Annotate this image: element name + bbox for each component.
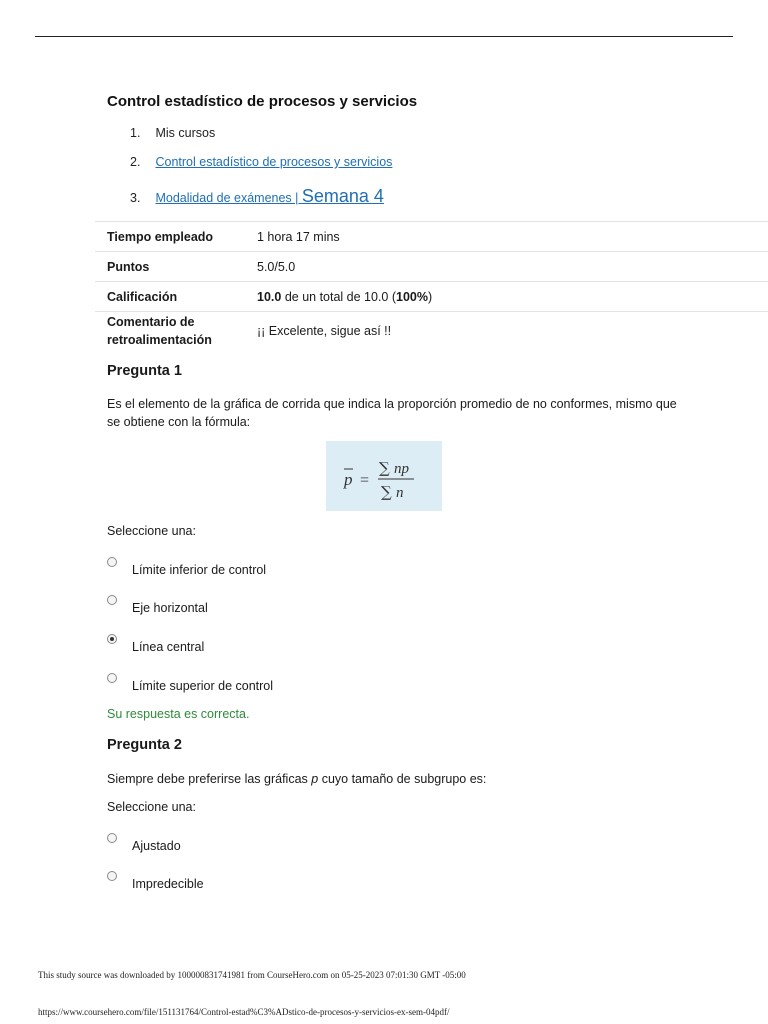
breadcrumb-exams-label: Modalidad de exámenes | (155, 191, 299, 205)
formula-sum-denominator: ∑ (381, 483, 392, 501)
grade-mid-text: de un total de 10.0 ( (281, 289, 397, 304)
summary-label (95, 312, 245, 351)
breadcrumb-item-exams (130, 186, 384, 207)
summary-label: Calificación (95, 282, 245, 312)
formula-equals: = (360, 472, 370, 489)
radio-button[interactable] (107, 833, 117, 843)
option-label: Ajustado (132, 839, 181, 853)
question-2-text-after: cuyo tamaño de subgrupo es: (318, 772, 487, 786)
question-2-text-before: Siempre debe preferirse las gráficas (107, 772, 312, 786)
breadcrumb-item-course (130, 155, 392, 169)
option-label: Límite superior de control (132, 679, 274, 693)
question-2-text (107, 770, 677, 788)
course-title: Control estadístico de procesos y servicios (107, 93, 418, 110)
breadcrumb-number: 3. (130, 191, 141, 205)
option-label: Línea central (132, 640, 205, 654)
option-label: Límite inferior de control (132, 563, 267, 577)
summary-row-points (95, 252, 768, 282)
footer-source-note: This study source was downloaded by 100000831741981 from CourseHero.com on 05-25-2023 07:01:30 GMT -05:00 (38, 970, 466, 980)
grade-percent: 100% (396, 289, 428, 304)
question-2-select-label: Seleccione una: (107, 800, 196, 814)
summary-value (245, 282, 768, 312)
top-divider (35, 36, 733, 37)
question-1-select-label: Seleccione una: (107, 524, 196, 538)
breadcrumb-number: 1. (130, 126, 141, 140)
breadcrumb-number: 2. (130, 155, 141, 169)
question-1-title: Pregunta 1 (107, 363, 182, 379)
summary-row-grade (95, 282, 768, 312)
radio-button-selected[interactable] (107, 634, 117, 644)
formula-sum-numerator: ∑ (379, 459, 390, 477)
summary-value: 1 hora 17 mins (245, 222, 768, 252)
attempt-summary-table (95, 221, 768, 350)
radio-button[interactable] (107, 673, 117, 683)
formula-svg (326, 441, 442, 511)
radio-button[interactable] (107, 871, 117, 881)
breadcrumb-link-course[interactable]: Control estadístico de procesos y servicios (155, 155, 393, 169)
formula-numerator: np (394, 461, 409, 477)
breadcrumb-link-exams[interactable] (155, 186, 384, 206)
question-2-text-italic: p (311, 772, 319, 786)
radio-button[interactable] (107, 557, 117, 567)
formula-denominator: n (396, 485, 404, 501)
grade-end-text: ) (428, 289, 433, 304)
summary-row-time (95, 222, 768, 252)
breadcrumb-item-my-courses (130, 126, 215, 140)
radio-button[interactable] (107, 595, 117, 605)
feedback-label-line1: Comentario de (107, 315, 195, 329)
option-label: Eje horizontal (132, 601, 208, 615)
feedback-label-line2: retroalimentación (107, 333, 212, 347)
summary-value: 5.0/5.0 (245, 252, 768, 282)
breadcrumb-week-label: Semana 4 (301, 186, 384, 206)
question-2-title: Pregunta 2 (107, 737, 182, 753)
grade-score: 10.0 (257, 289, 282, 304)
option-label: Impredecible (132, 877, 204, 891)
footer-url: https://www.coursehero.com/file/151131764/Control-estad%C3%ADstico-de-procesos-y-servicios-ex-sem-04pdf/ (38, 1007, 450, 1017)
summary-value: ¡¡ Excelente, sigue así !! (245, 312, 768, 351)
question-1-text: Es el elemento de la gráfica de corrida que indica la proporción promedio de no conformes, mismo que se obtiene con la fórmula: (107, 397, 677, 429)
summary-label: Tiempo empleado (95, 222, 245, 252)
summary-label: Puntos (95, 252, 245, 282)
breadcrumb-label: Mis cursos (155, 126, 216, 140)
formula-image (326, 441, 442, 511)
formula-lhs: p (344, 470, 353, 489)
answer-feedback: Su respuesta es correcta. (107, 707, 250, 721)
summary-row-feedback (95, 312, 768, 351)
